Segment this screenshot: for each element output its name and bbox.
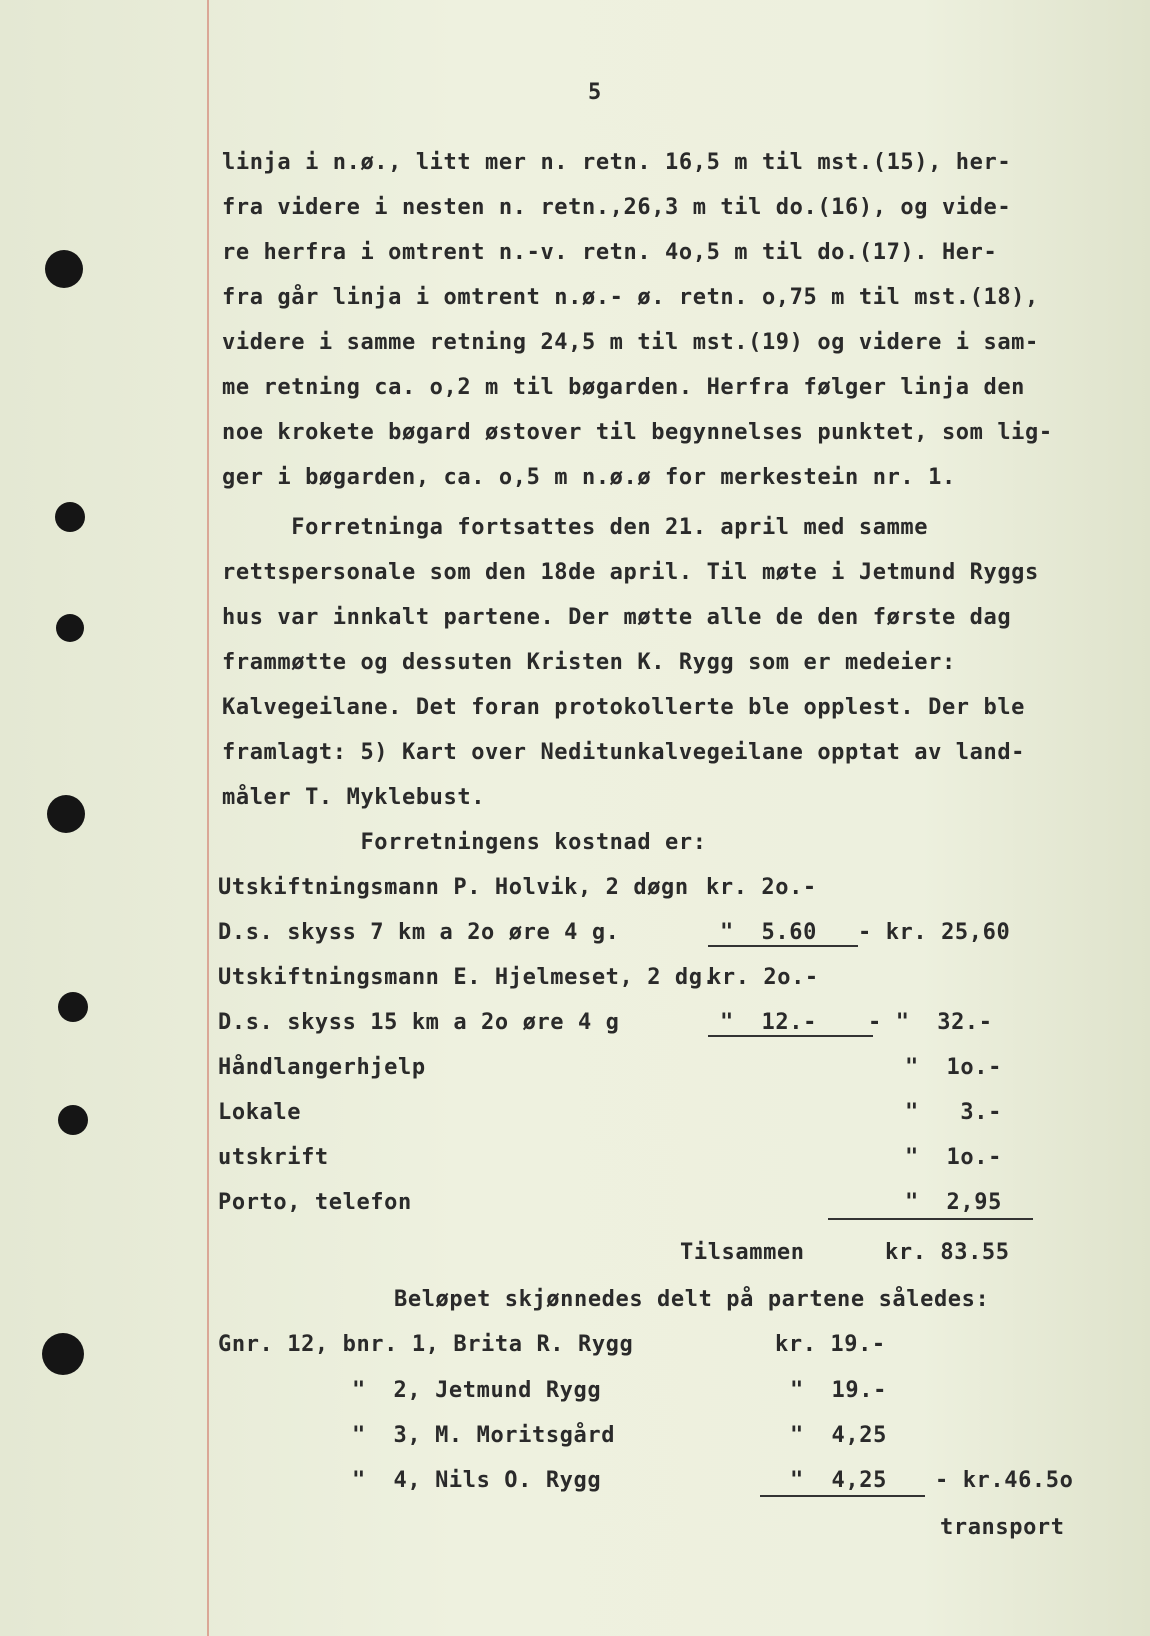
cost-total: " 3.- (905, 1100, 1002, 1125)
cost-item: Håndlangerhjelp (218, 1055, 426, 1080)
cost-item: utskrift (218, 1145, 329, 1170)
cost-amount: " 12.- (720, 1010, 817, 1035)
page-number: 5 (588, 80, 602, 105)
cost-item: D.s. skyss 7 km a 2o øre 4 g. (218, 920, 620, 945)
margin-line (207, 0, 209, 1636)
body-line: måler T. Myklebust. (222, 785, 486, 810)
distribution-party: Gnr. 12, bnr. 1, Brita R. Rygg (218, 1332, 634, 1357)
body-line: Kalvegeilane. Det foran protokollerte ble opplest. Der ble (222, 695, 1026, 720)
cost-item: Utskiftningsmann P. Holvik, 2 døgn (218, 875, 689, 900)
body-line: ger i bøgarden, ca. o,5 m n.ø.ø for merkestein nr. 1. (222, 465, 956, 490)
cost-amount: " 5.60 (720, 920, 817, 945)
distribution-heading: Beløpet skjønnedes delt på partene således: (394, 1287, 990, 1312)
cost-amount: kr. 2o.- (706, 875, 817, 900)
cost-item: D.s. skyss 15 km a 2o øre 4 g (218, 1010, 620, 1035)
body-line: framlagt: 5) Kart over Neditunkalvegeilane opptat av land- (222, 740, 1026, 765)
cost-total: " 1o.- (905, 1055, 1002, 1080)
cost-item: Porto, telefon (218, 1190, 412, 1215)
body-line: re herfra i omtrent n.-v. retn. 4o,5 m til do.(17). Her- (222, 240, 998, 265)
binder-hole (45, 250, 83, 288)
binder-hole (47, 795, 85, 833)
binder-hole (55, 502, 85, 532)
cost-item: Utskiftningsmann E. Hjelmeset, 2 dg. (218, 965, 717, 990)
subtotal-rule (708, 945, 858, 947)
binder-hole (58, 1105, 88, 1135)
distribution-amount: " 19.- (790, 1378, 887, 1403)
distribution-amount: " 4,25 (790, 1423, 887, 1448)
total-rule (828, 1218, 1033, 1220)
subtotal-rule (708, 1035, 873, 1037)
distribution-total: - kr.46.5o (935, 1468, 1074, 1493)
cost-item: Lokale (218, 1100, 302, 1125)
body-line: hus var innkalt partene. Der møtte alle de den første dag (222, 605, 1012, 630)
cost-total: - " 32.- (868, 1010, 993, 1035)
distribution-rule (760, 1495, 925, 1497)
cost-total: " 2,95 (905, 1190, 1002, 1215)
sum-value: kr. 83.55 (885, 1240, 1010, 1265)
body-line: videre i samme retning 24,5 m til mst.(19) og videre i sam- (222, 330, 1039, 355)
body-line: me retning ca. o,2 m til bøgarden. Herfra følger linja den (222, 375, 1026, 400)
transport-label: transport (940, 1515, 1065, 1540)
binder-hole (42, 1333, 84, 1375)
distribution-party: " 3, M. Moritsgård (352, 1423, 616, 1448)
body-line: Forretningens kostnad er: (222, 830, 707, 855)
binder-hole (58, 992, 88, 1022)
distribution-party: " 4, Nils O. Rygg (352, 1468, 602, 1493)
distribution-party: " 2, Jetmund Rygg (352, 1378, 602, 1403)
distribution-amount: kr. 19.- (775, 1332, 886, 1357)
sum-label: Tilsammen (680, 1240, 805, 1265)
cost-amount: kr. 2o.- (708, 965, 819, 990)
body-line: Forretninga fortsattes den 21. april med samme (222, 515, 929, 540)
body-line: linja i n.ø., litt mer n. retn. 16,5 m til mst.(15), her- (222, 150, 1012, 175)
body-line: rettspersonale som den 18de april. Til møte i Jetmund Ryggs (222, 560, 1039, 585)
cost-total: - kr. 25,60 (858, 920, 1011, 945)
body-line: fra videre i nesten n. retn.,26,3 m til do.(16), og vide- (222, 195, 1012, 220)
body-line: fra går linja i omtrent n.ø.- ø. retn. o,75 m til mst.(18), (222, 285, 1039, 310)
body-line: noe krokete bøgard østover til begynnelses punktet, som lig- (222, 420, 1053, 445)
distribution-amount: " 4,25 (790, 1468, 887, 1493)
body-line: frammøtte og dessuten Kristen K. Rygg som er medeier: (222, 650, 956, 675)
binder-hole (56, 614, 84, 642)
cost-total: " 1o.- (905, 1145, 1002, 1170)
